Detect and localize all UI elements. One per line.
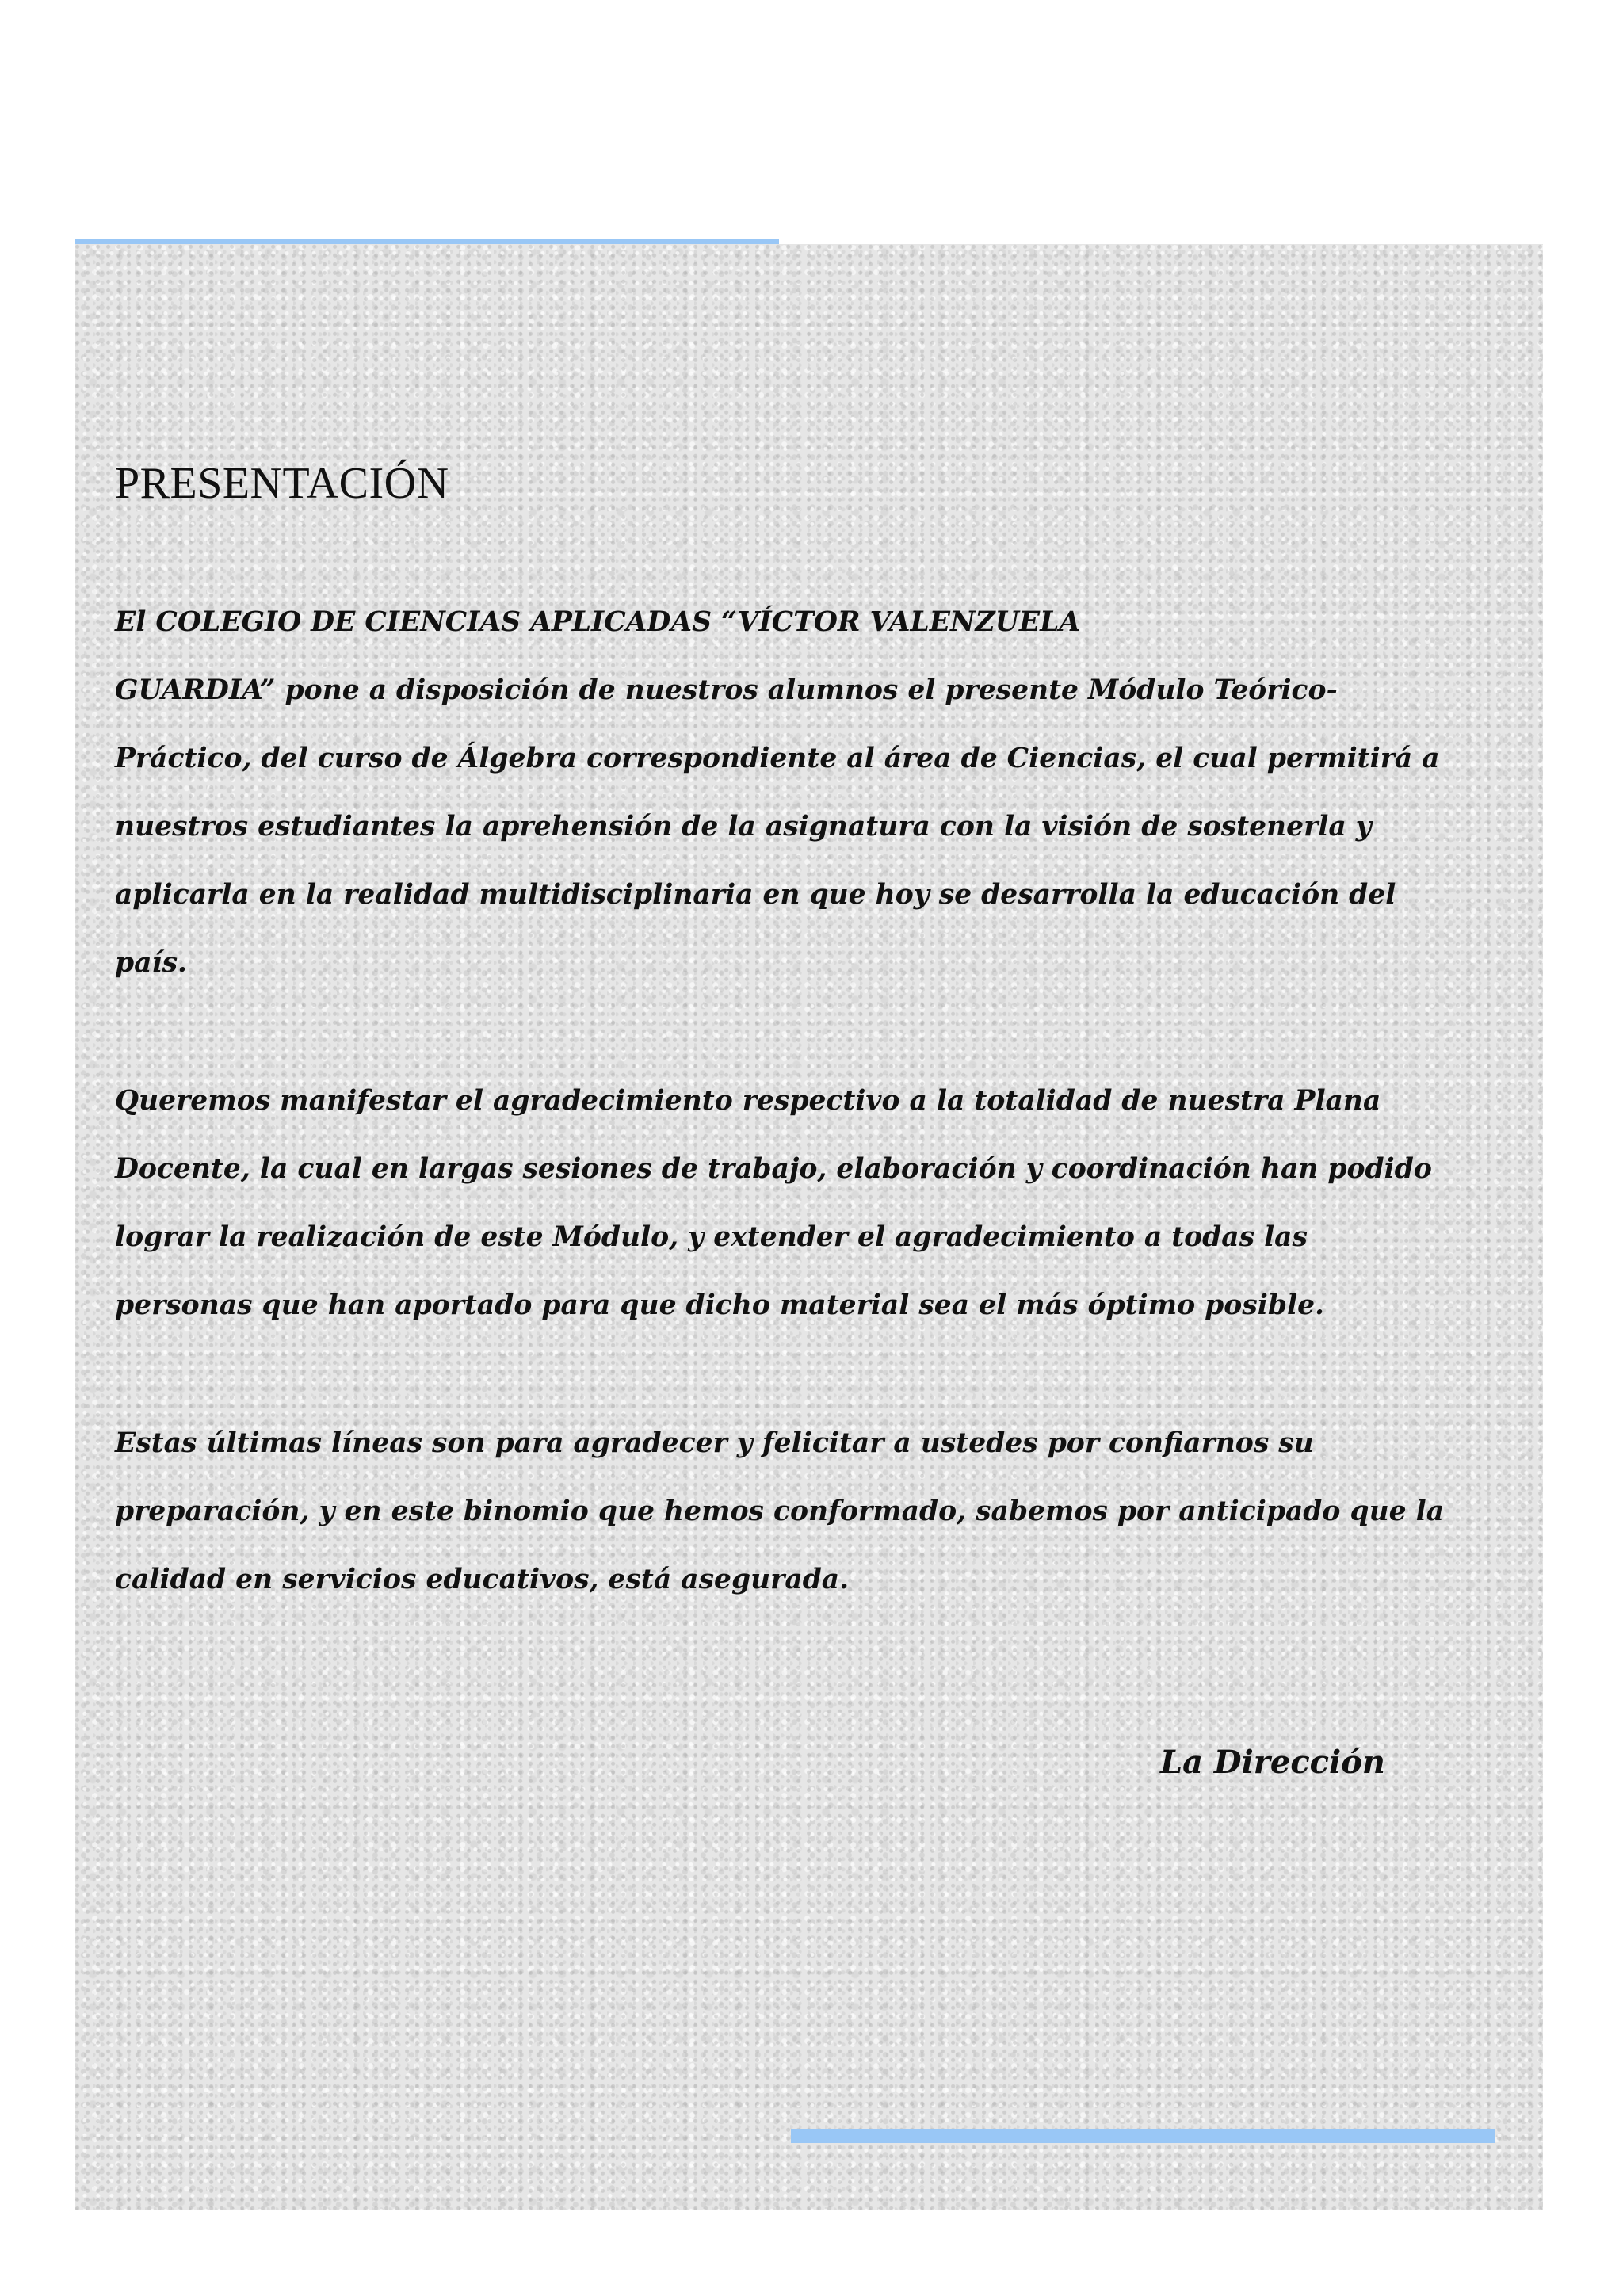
intro-paragraph (115, 588, 1440, 997)
page-title: PRESENTACIÓN (115, 459, 449, 508)
closing-paragraph (115, 1409, 1445, 1614)
paragraph-line: calidad en servicios educativos, está asegurada. (115, 1564, 850, 1595)
signature: La Dirección (1159, 1744, 1385, 1781)
paragraph-line: El COLEGIO DE CIENCIAS APLICADAS “VÍCTOR VALENZUELA (115, 606, 1081, 638)
paragraph-line: Estas últimas líneas son para agradecer y felicitar a ustedes por confiarnos su (115, 1427, 1314, 1459)
paragraph-line: aplicarla en la realidad multidisciplinaria en que hoy se desarrolla la educación del (115, 879, 1396, 911)
paragraph-line: Queremos manifestar el agradecimiento respectivo a la totalidad de nuestra Plana (115, 1085, 1381, 1117)
paragraph-line: lograr la realización de este Módulo, y extender el agradecimiento a todas las (115, 1221, 1308, 1253)
paragraph-line: Práctico, del curso de Álgebra correspondiente al área de Ciencias, el cual permitirá a (115, 743, 1440, 774)
paragraph-line: país. (115, 947, 188, 979)
paragraph-line: GUARDIA” pone a disposición de nuestros alumnos el presente Módulo Teórico- (115, 674, 1338, 706)
paragraph-line: nuestros estudiantes la aprehensión de la asignatura con la visión de sostenerla y (115, 811, 1372, 842)
paragraph-line: Docente, la cual en largas sesiones de trabajo, elaboración y coordinación han podido (115, 1153, 1432, 1185)
thanks-paragraph (115, 1067, 1432, 1339)
paragraph-line: preparación, y en este binomio que hemos conformado, sabemos por anticipado que la (115, 1496, 1445, 1527)
bottom-accent-bar (791, 2129, 1495, 2143)
paragraph-line: personas que han aportado para que dicho material sea el más óptimo posible. (115, 1289, 1325, 1321)
